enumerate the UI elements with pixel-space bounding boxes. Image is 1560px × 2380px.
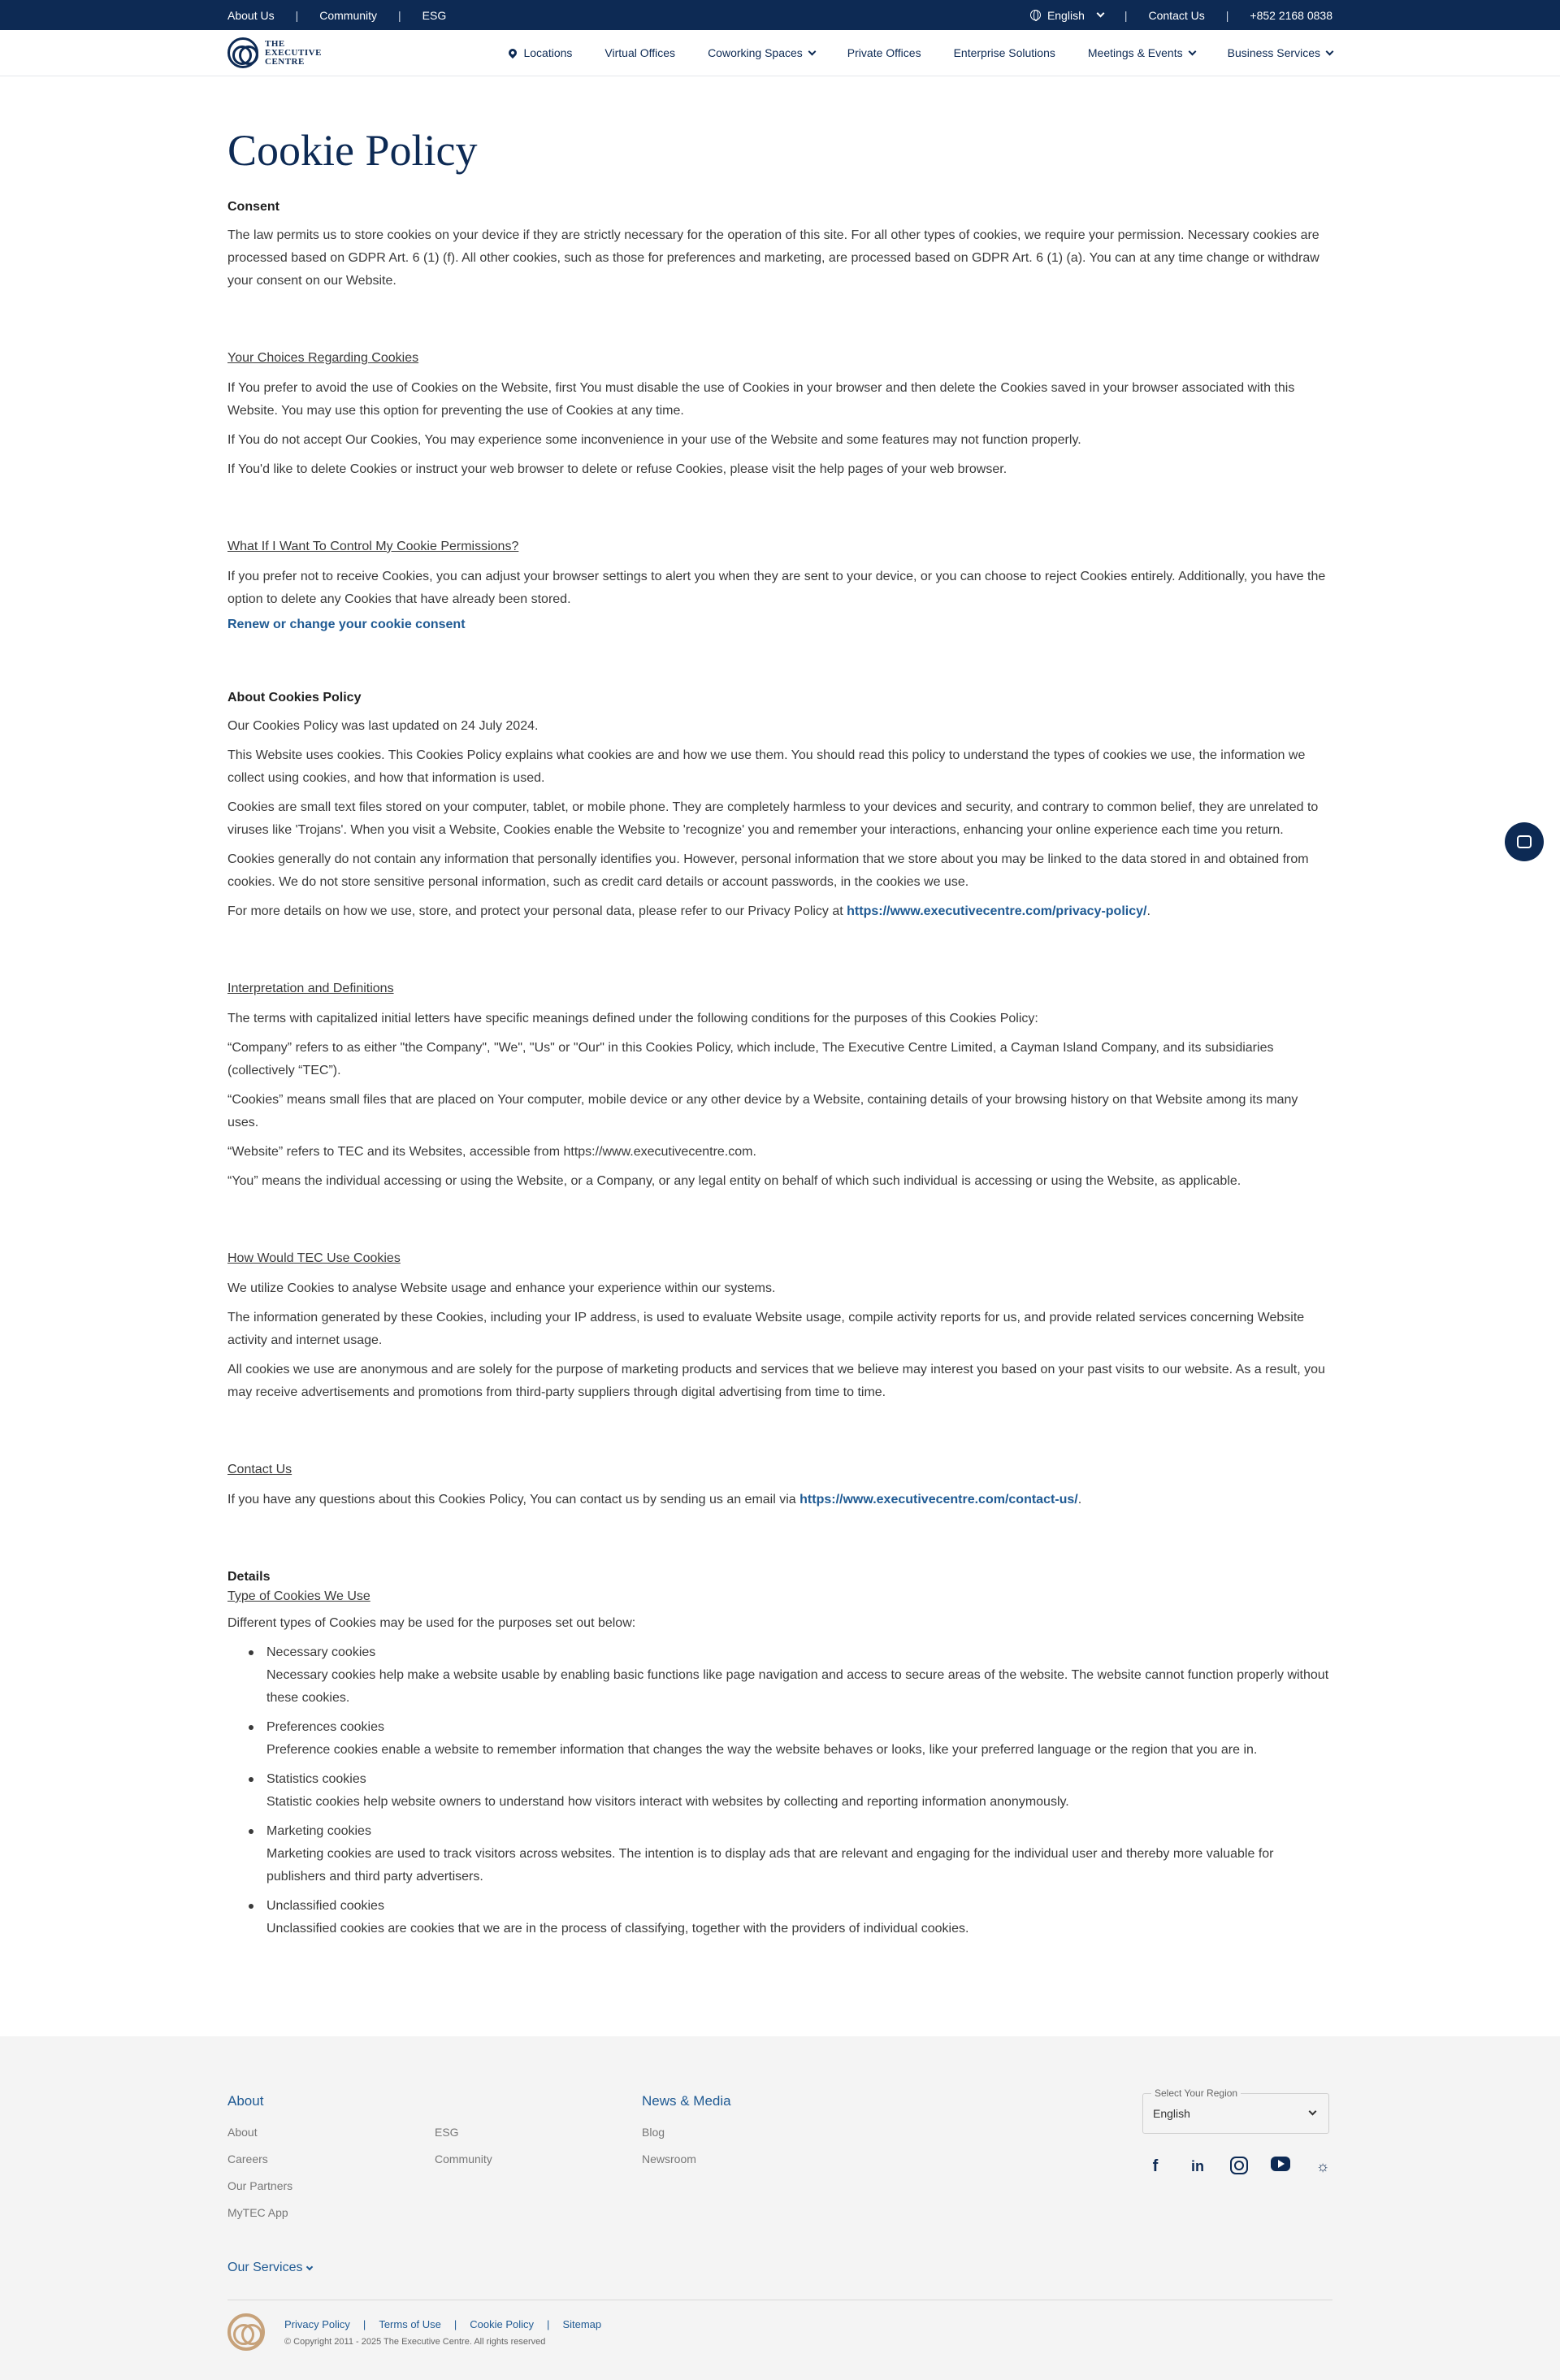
footer-logo-icon[interactable] — [228, 2313, 265, 2351]
nav-menu — [509, 46, 1332, 59]
paragraph — [228, 1489, 1332, 1511]
location-pin-icon — [507, 47, 518, 59]
nav-item-private-offices[interactable]: Private Offices — [847, 46, 921, 59]
globe-icon — [1030, 10, 1041, 20]
language-label: English — [1046, 8, 1085, 22]
chevron-down-icon — [1309, 2108, 1317, 2116]
section-heading: Interpretation and Definitions — [228, 982, 394, 995]
separator: | — [1225, 8, 1229, 22]
text: . — [1146, 904, 1150, 918]
policy-content — [228, 76, 1332, 2036]
chevron-down-icon — [1096, 10, 1104, 18]
nav-item-label: Coworking Spaces — [708, 46, 803, 59]
separator: | — [398, 8, 401, 22]
about-section — [228, 691, 1332, 923]
text: If you have any questions about this Cookies Policy, You can contact us by sending us an email via — [228, 1493, 800, 1506]
text: . — [1077, 1493, 1082, 1506]
brand-logo[interactable] — [228, 37, 322, 68]
section-heading: Consent — [228, 200, 280, 214]
section-heading: Your Choices Regarding Cookies — [228, 351, 419, 365]
legal-link-cookie[interactable]: Cookie Policy — [470, 2317, 535, 2330]
top-right — [1030, 9, 1332, 22]
cookie-type-name: Marketing cookies — [266, 1824, 371, 1838]
top-link-about-us[interactable]: About Us — [228, 8, 275, 22]
separator: | — [453, 2317, 457, 2330]
paragraph — [228, 900, 1332, 923]
page-title: Cookie Policy — [228, 126, 478, 175]
legal-link-sitemap[interactable]: Sitemap — [562, 2317, 602, 2330]
footer-col-news — [642, 2093, 849, 2231]
renew-consent-link[interactable]: Renew or change your cookie consent — [228, 618, 466, 631]
section-heading: How Would TEC Use Cookies — [228, 1251, 401, 1265]
top-link-community[interactable]: Community — [319, 8, 378, 22]
section-subheading: Type of Cookies We Use — [228, 1589, 370, 1603]
phone-link[interactable]: +852 2168 0838 — [1250, 8, 1332, 22]
footer-link-blog[interactable]: Blog — [642, 2126, 665, 2139]
paragraph: The terms with capitalized initial letters have specific meanings defined under the following conditions for the purposes of this Cookies Policy: — [228, 1012, 1038, 1025]
footer-bottom — [228, 2300, 1332, 2351]
footer-heading: News & Media — [642, 2093, 731, 2109]
cookie-type-name: Preferences cookies — [266, 1720, 384, 1734]
separator: | — [547, 2317, 550, 2330]
nav-item-virtual-offices[interactable]: Virtual Offices — [604, 46, 676, 59]
logo-icon — [228, 37, 258, 68]
chevron-down-icon — [808, 47, 816, 55]
footer-link-esg[interactable]: ESG — [435, 2126, 459, 2139]
paragraph: If You do not accept Our Cookies, You may experience some inconvenience in your use of the Website and some features may not function properly. — [228, 433, 1081, 447]
paragraph: Cookies are small text files stored on your computer, tablet, or mobile phone. They are completely harmless to your devices and security, and contrary to common belief, they are unrelated to viruses like 'Trojans'. When you visit a Website, Cookies enable the Website to 'recognize' you and remember your interactions, enhancing your online experience each time you return. — [228, 800, 1319, 837]
brand-line: THE — [265, 38, 285, 49]
chevron-down-icon — [1188, 47, 1196, 55]
footer-link-mytec-app[interactable]: MyTEC App — [228, 2206, 288, 2219]
footer-heading: About — [228, 2093, 264, 2109]
services-label: Our Services — [228, 2261, 303, 2274]
paragraph: “Company” refers to as either "the Company", "We", "Us" or "Our" in this Cookies Policy, which include, The Executive Centre Limited, a Cayman Island Company, and its subsidiaries (collectively “TEC”). — [228, 1041, 1274, 1077]
paragraph: All cookies we use are anonymous and are solely for the purpose of marketing products and services that we believe may interest you based on your past visits to our website. As a result, you may receive advertisements and promotions from third-party suppliers through digital advertising from time to time. — [228, 1363, 1325, 1399]
legal-link-privacy[interactable]: Privacy Policy — [284, 2317, 350, 2330]
brand-name — [265, 40, 322, 67]
footer-col-about — [228, 2093, 435, 2231]
nav-item-label: Meetings & Events — [1087, 46, 1183, 59]
cookie-type-desc: Preference cookies enable a website to remember information that changes the way the website behaves or looks, like your preferred language or the region that you are in. — [266, 1743, 1258, 1757]
chevron-down-icon — [306, 2263, 313, 2269]
facebook-icon[interactable]: f — [1152, 2157, 1159, 2175]
region-label: Select Your Region — [1151, 2087, 1241, 2099]
section-heading: Contact Us — [228, 1463, 292, 1476]
paragraph: Different types of Cookies may be used for the purposes set out below: — [228, 1616, 636, 1630]
list-item — [266, 1895, 1332, 1940]
nav-item-locations[interactable] — [509, 46, 572, 59]
chat-launcher-button[interactable] — [1505, 822, 1544, 861]
separator: | — [362, 2317, 366, 2330]
main-nav — [0, 30, 1560, 76]
cookie-type-name: Unclassified cookies — [266, 1899, 384, 1913]
region-select[interactable] — [1142, 2087, 1329, 2134]
brand-line: CENTRE — [265, 56, 305, 67]
nav-item-meetings-events[interactable] — [1088, 46, 1195, 59]
chevron-down-icon — [1326, 47, 1334, 55]
footer — [0, 2036, 1560, 2380]
section-heading: Details — [228, 1570, 271, 1584]
cookie-type-name: Statistics cookies — [266, 1772, 366, 1786]
paragraph: This Website uses cookies. This Cookies Policy explains what cookies are and how we use them. You should read this policy to understand the types of cookies we use, the information we collect using cookies, and how that information is used. — [228, 748, 1306, 785]
cookie-types-list — [266, 1641, 1332, 1940]
region-value: English — [1153, 2107, 1190, 2120]
legal-link-terms[interactable]: Terms of Use — [379, 2317, 441, 2330]
paragraph: Cookies generally do not contain any information that personally identifies you. However, personal information that we store about you may be linked to the data stored in and obtained from cookies. We do not store sensitive personal information, such as credit card details or account passwords, in the cookies we use. — [228, 852, 1309, 889]
top-links — [228, 9, 446, 22]
footer-link-careers[interactable]: Careers — [228, 2152, 268, 2165]
nav-item-business-services[interactable] — [1228, 46, 1332, 59]
section-heading: What If I Want To Control My Cookie Permissions? — [228, 540, 519, 553]
details-section — [228, 1570, 1332, 1940]
separator: | — [295, 8, 299, 22]
privacy-policy-link[interactable]: https://www.executivecentre.com/privacy-policy/ — [847, 904, 1147, 918]
weibo-icon[interactable]: ☼ — [1315, 2157, 1330, 2174]
social-links — [1142, 2157, 1332, 2176]
nav-item-enterprise-solutions[interactable]: Enterprise Solutions — [953, 46, 1055, 59]
top-bar — [0, 0, 1560, 30]
consent-section — [228, 200, 1332, 293]
legal-links — [284, 2318, 601, 2330]
instagram-icon[interactable] — [1230, 2157, 1248, 2174]
footer-col-about-2 — [435, 2093, 642, 2231]
cookie-type-desc: Necessary cookies help make a website usable by enabling basic functions like page navigation and access to secure areas of the website. The website cannot function properly without these cookies. — [266, 1668, 1329, 1705]
legal-block — [284, 2318, 601, 2347]
footer-link-newsroom[interactable]: Newsroom — [642, 2152, 696, 2165]
cookie-type-desc: Statistic cookies help website owners to understand how visitors interact with websites by collecting and reporting information anonymously. — [266, 1795, 1069, 1809]
control-section — [228, 540, 1332, 632]
footer-right — [1142, 2087, 1332, 2231]
footer-link-community[interactable]: Community — [435, 2152, 492, 2165]
nav-item-coworking-spaces[interactable] — [708, 46, 815, 59]
our-services-toggle[interactable] — [228, 2261, 1332, 2275]
paragraph: “Cookies” means small files that are placed on Your computer, mobile device or any other device by a Website, containing details of your browsing history on that Website among its many uses. — [228, 1093, 1298, 1129]
linkedin-icon[interactable]: in — [1191, 2157, 1204, 2174]
cookie-type-desc: Marketing cookies are used to track visitors across websites. The intention is to display ads that are relevant and engaging for the individual user and thereby more valuable for publishers and third party advertisers. — [266, 1847, 1274, 1884]
text: For more details on how we use, store, and protect your personal data, please refer to our Privacy Policy at — [228, 904, 847, 918]
list-item — [266, 1820, 1332, 1888]
contact-us-page-link[interactable]: https://www.executivecentre.com/contact-us/ — [800, 1493, 1078, 1506]
list-item — [266, 1716, 1332, 1762]
paragraph: If You'd like to delete Cookies or instruct your web browser to delete or refuse Cookies, please visit the help pages of your web browser. — [228, 462, 1008, 476]
paragraph: “Website” refers to TEC and its Websites, accessible from https://www.executivecentre.com. — [228, 1145, 756, 1159]
list-item — [266, 1768, 1332, 1814]
footer-columns — [228, 2093, 849, 2231]
contact-us-link[interactable]: Contact Us — [1148, 8, 1205, 22]
nav-item-label: Business Services — [1227, 46, 1320, 59]
paragraph: “You” means the individual accessing or using the Website, or a Company, or any legal entity on behalf of which such individual is accessing or using the Website, as applicable. — [228, 1174, 1242, 1188]
usage-section — [228, 1251, 1332, 1404]
copyright-text: © Copyright 2011 - 2025 The Executive Centre. All rights reserved — [284, 2336, 546, 2347]
cookie-type-name: Necessary cookies — [266, 1645, 376, 1659]
top-link-esg[interactable]: ESG — [422, 8, 447, 22]
paragraph: The information generated by these Cookies, including your IP address, is used to evaluate Website usage, compile activity reports for us, and provide related services concerning Website activity and internet usage. — [228, 1311, 1305, 1347]
paragraph: If you prefer not to receive Cookies, you can adjust your browser settings to alert you when they are sent to your device, or you can choose to reject Cookies entirely. Additionally, you have the option to delete any Cookies that have already been stored. — [228, 570, 1326, 606]
list-item — [266, 1641, 1332, 1710]
chat-icon — [1517, 835, 1532, 848]
footer-heading-spacer — [435, 2093, 642, 2109]
nav-item-label: Locations — [523, 46, 573, 59]
section-heading: About Cookies Policy — [228, 691, 362, 704]
language-selector[interactable] — [1030, 9, 1103, 22]
paragraph: If You prefer to avoid the use of Cookies on the Website, first You must disable the use of Cookies in your browser and then delete the Cookies saved in your browser associated with this Website. You may use this option for preventing the use of Cookies at any time. — [228, 381, 1295, 418]
paragraph: The law permits us to store cookies on your device if they are strictly necessary for the operation of this site. For all other types of cookies, we require your permission. Necessary cookies are processed based on GDPR Art. 6 (1) (f). All other cookies, such as those for preferences and marketing, are processed based on GDPR Art. 6 (1) (a). You can at any time change or withdraw your consent on our Website. — [228, 228, 1320, 288]
footer-link-about[interactable]: About — [228, 2126, 258, 2139]
cookie-type-desc: Unclassified cookies are cookies that we are in the process of classifying, together with the providers of individual cookies. — [266, 1922, 969, 1936]
separator: | — [1124, 8, 1128, 22]
footer-link-partners[interactable]: Our Partners — [228, 2179, 293, 2192]
contact-section — [228, 1463, 1332, 1511]
paragraph: We utilize Cookies to analyse Website usage and enhance your experience within our systems. — [228, 1281, 776, 1295]
brand-line: EXECUTIVE — [265, 47, 322, 58]
youtube-icon[interactable] — [1271, 2157, 1290, 2171]
interpretation-section — [228, 982, 1332, 1193]
choices-section — [228, 351, 1332, 481]
paragraph: Our Cookies Policy was last updated on 24 July 2024. — [228, 719, 539, 733]
